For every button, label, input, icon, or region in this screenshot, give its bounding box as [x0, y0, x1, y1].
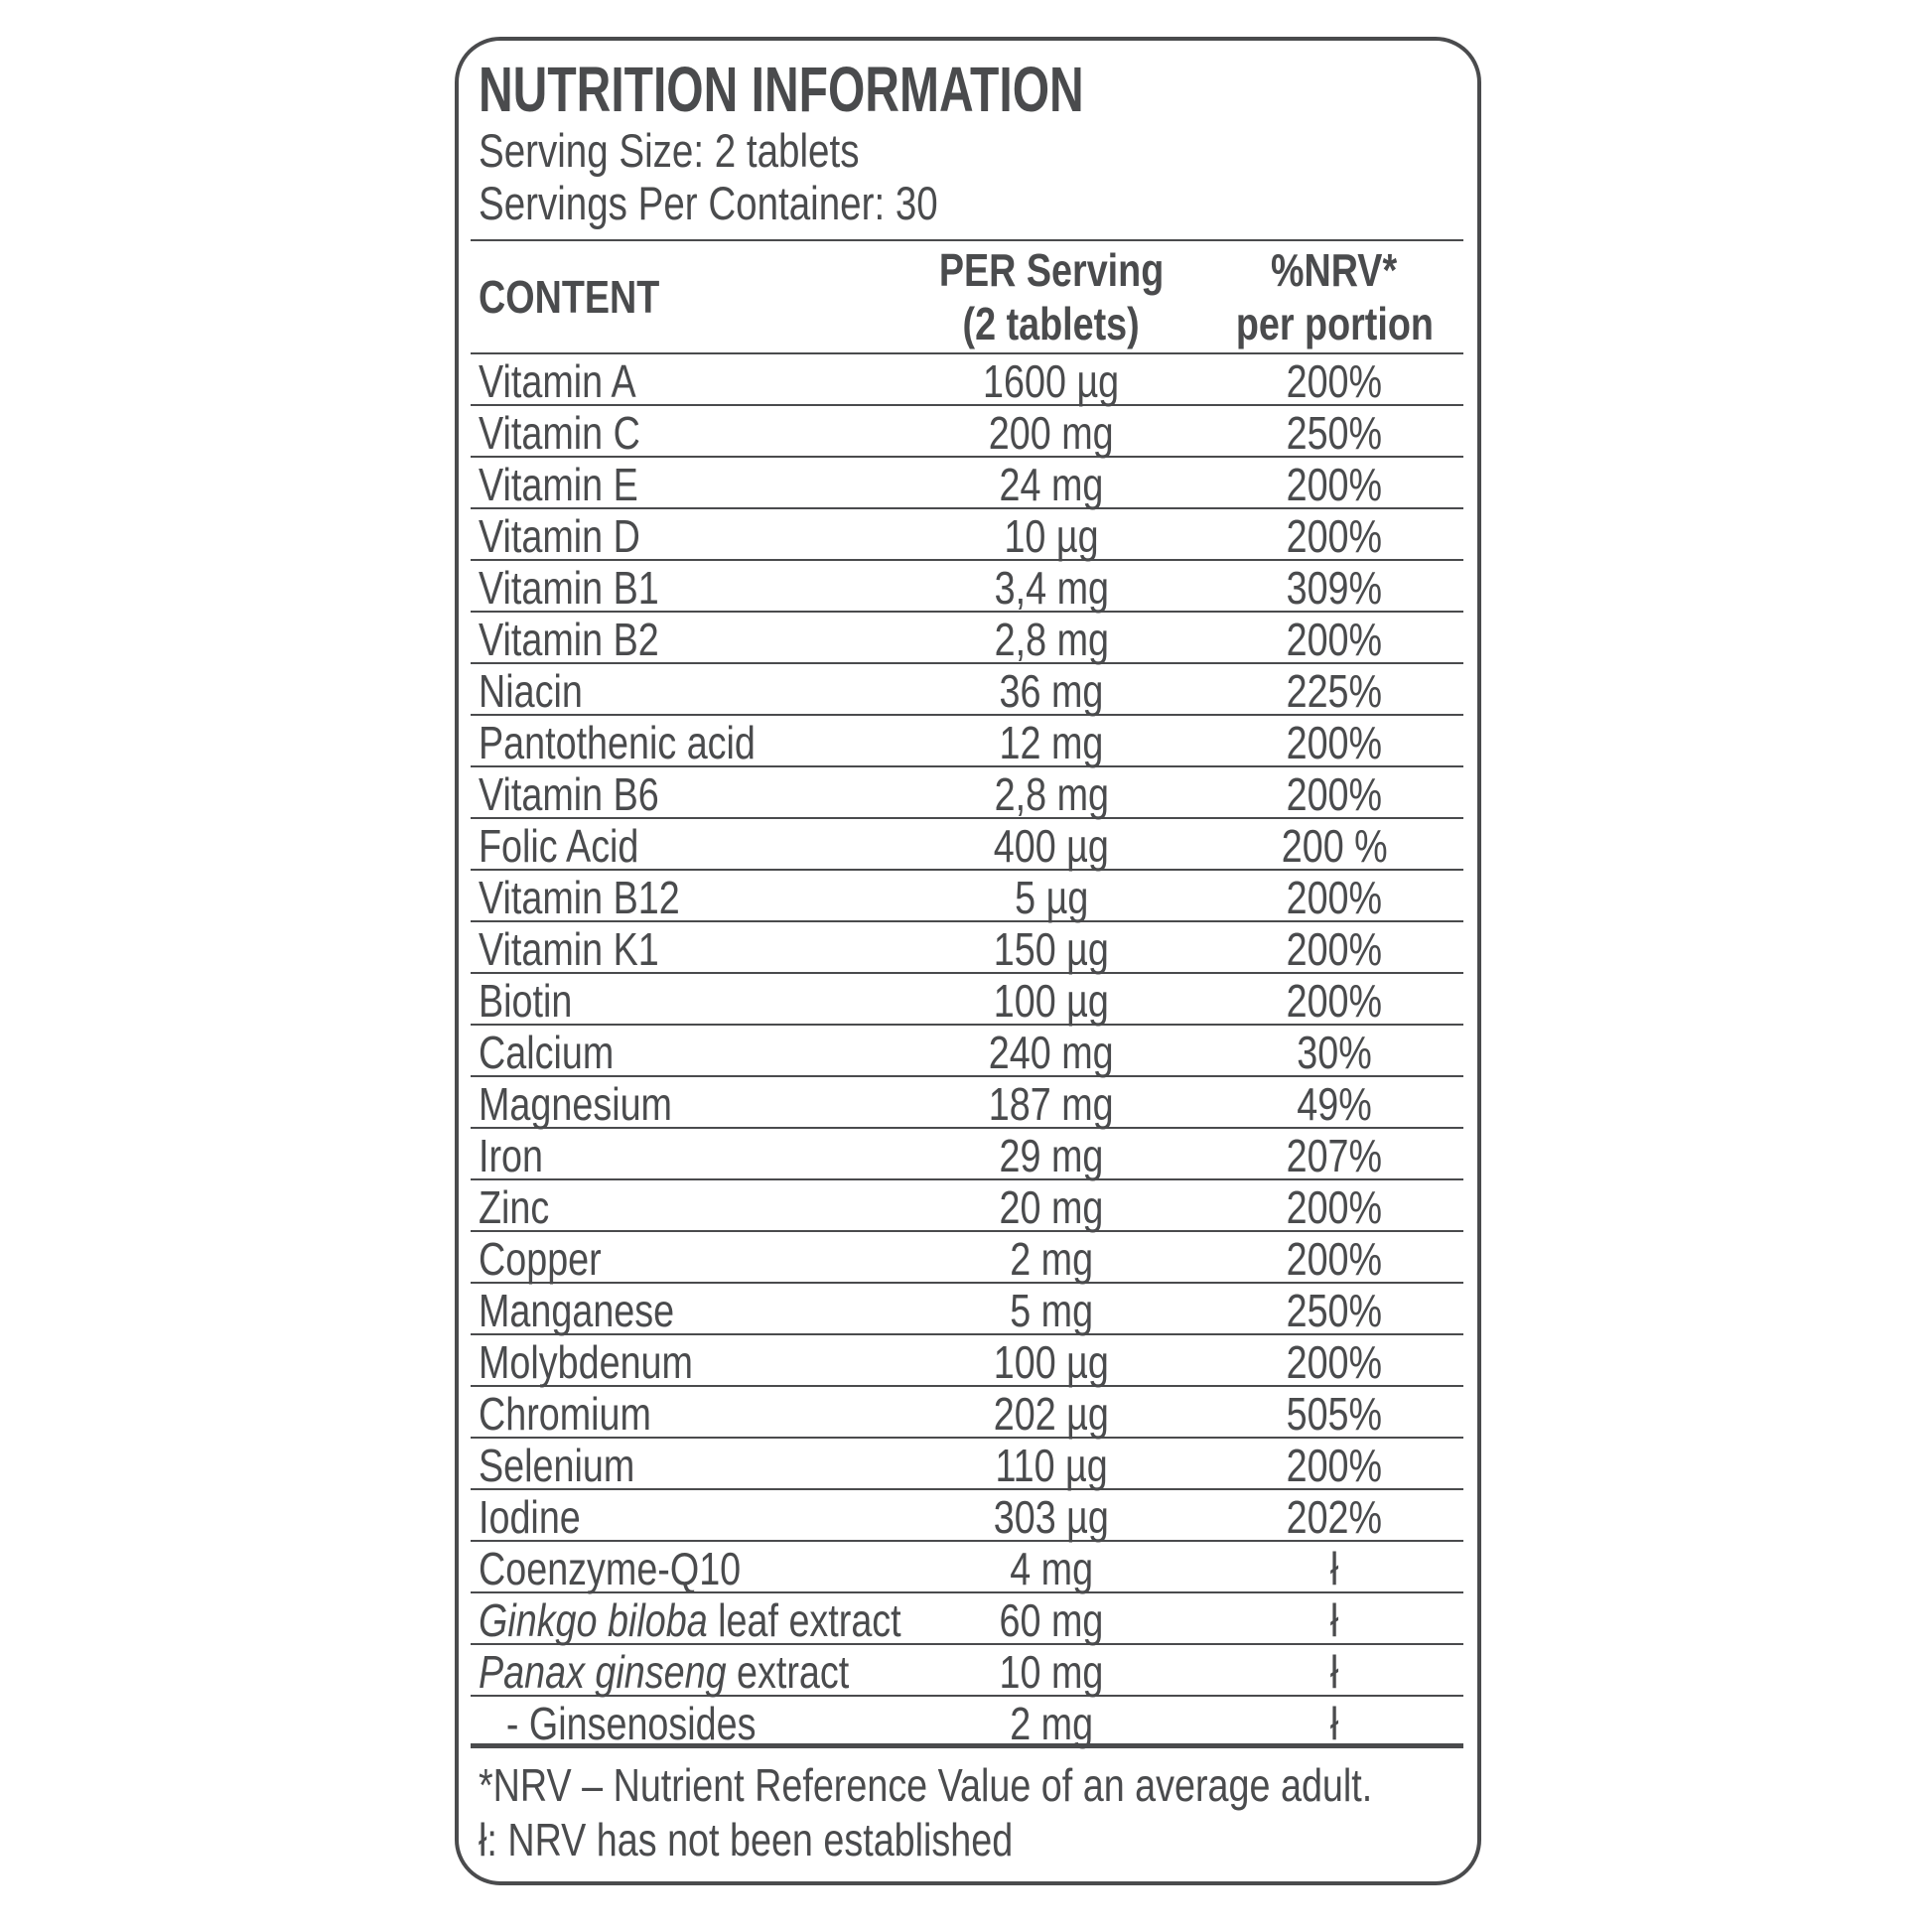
nutrition-label-title — [471, 55, 1463, 124]
nutrient-amount: 5 mg — [1010, 1285, 1093, 1336]
table-row — [471, 1593, 1463, 1645]
nutrient-nrv: 200% — [1286, 923, 1383, 975]
table-row — [471, 458, 1463, 509]
nutrient-name: Vitamin E — [479, 459, 638, 510]
nutrient-name: Vitamin B1 — [479, 562, 659, 614]
table-row — [471, 1232, 1463, 1284]
nutrient-name: Panax ginseng extract — [479, 1646, 850, 1698]
nutrient-name: Niacin — [479, 665, 583, 717]
nutrient-name: Calcium — [479, 1027, 615, 1078]
nutrient-amount: 10 µg — [1004, 510, 1099, 562]
table-row — [471, 1697, 1463, 1748]
table-row — [471, 1645, 1463, 1697]
nutrient-name: Copper — [479, 1233, 602, 1285]
table-row — [471, 1335, 1463, 1387]
nutrient-amount: 29 mg — [999, 1130, 1104, 1181]
nutrient-name: Chromium — [479, 1388, 651, 1440]
nutrient-nrv: ł — [1329, 1543, 1339, 1594]
nutrient-nrv: 200% — [1286, 614, 1383, 665]
nutrient-name: Zinc — [479, 1181, 550, 1233]
nutrient-nrv: 200% — [1286, 1233, 1383, 1285]
nutrient-nrv: ł — [1329, 1646, 1339, 1698]
table-row — [471, 767, 1463, 819]
footnote-block — [471, 1748, 1463, 1867]
nutrient-nrv: 250% — [1286, 1285, 1383, 1336]
nutrient-name: Iodine — [479, 1491, 581, 1543]
table-row — [471, 716, 1463, 767]
nutrient-amount: 202 µg — [993, 1388, 1110, 1440]
table-row — [471, 871, 1463, 922]
nutrient-nrv: 207% — [1286, 1130, 1383, 1181]
nutrient-name: Vitamin B6 — [479, 768, 659, 820]
nutrient-amount: 12 mg — [999, 717, 1104, 768]
nutrient-amount: 303 µg — [993, 1491, 1110, 1543]
table-row — [471, 1439, 1463, 1490]
nutrient-name: Iron — [479, 1130, 543, 1181]
table-row — [471, 1180, 1463, 1232]
nutrient-amount: 150 µg — [993, 923, 1110, 975]
footnote-nrv-definition: *NRV – Nutrient Reference Value of an average adult. — [479, 1759, 1373, 1811]
nutrient-amount: 1600 µg — [983, 355, 1120, 407]
nutrient-nrv: 200% — [1286, 872, 1383, 923]
table-row — [471, 1026, 1463, 1077]
nutrient-nrv: 200% — [1286, 1440, 1383, 1491]
table-row — [471, 1077, 1463, 1129]
table-row — [471, 561, 1463, 613]
column-header-nrv: %NRV* per portion — [1235, 244, 1434, 349]
table-row — [471, 1490, 1463, 1542]
nutrient-amount: 240 mg — [989, 1027, 1114, 1078]
nutrient-amount: 60 mg — [999, 1594, 1104, 1646]
table-row — [471, 406, 1463, 458]
nutrient-name: Vitamin K1 — [479, 923, 659, 975]
nutrient-name: Vitamin D — [479, 510, 640, 562]
nutrient-nrv: 49% — [1297, 1078, 1372, 1130]
nutrient-nrv: 200% — [1286, 1181, 1383, 1233]
nutrient-name: Manganese — [479, 1285, 675, 1336]
table-row — [471, 1542, 1463, 1593]
nutrient-amount: 36 mg — [999, 665, 1104, 717]
nutrient-name: Ginkgo biloba leaf extract — [479, 1594, 901, 1646]
nutrient-nrv: 200% — [1286, 459, 1383, 510]
nutrient-nrv: 30% — [1297, 1027, 1372, 1078]
nutrition-label-title-text: NUTRITION INFORMATION — [479, 54, 1084, 125]
nutrient-amount: 3,4 mg — [994, 562, 1109, 614]
column-header-content: CONTENT — [479, 271, 660, 323]
nutrient-nrv: 200% — [1286, 768, 1383, 820]
footnote-nrv-not-established: ł: NRV has not been established — [479, 1814, 1014, 1865]
nutrient-nrv: 200% — [1286, 1336, 1383, 1388]
table-column-headers — [471, 241, 1463, 354]
nutrient-nrv: ł — [1329, 1698, 1339, 1749]
nutrition-label — [455, 37, 1481, 1885]
nutrient-amount: 10 mg — [999, 1646, 1104, 1698]
nutrition-table-body — [471, 354, 1463, 1748]
nutrient-amount: 187 mg — [989, 1078, 1114, 1130]
nutrient-name: Pantothenic acid — [479, 717, 756, 768]
nutrient-name: Magnesium — [479, 1078, 672, 1130]
table-row — [471, 1387, 1463, 1439]
nutrient-amount: 2 mg — [1010, 1698, 1093, 1749]
nutrient-amount: 20 mg — [999, 1181, 1104, 1233]
nutrient-name: Coenzyme-Q10 — [479, 1543, 742, 1594]
column-header-per-serving: PER Serving (2 tablets) — [938, 244, 1165, 349]
table-row — [471, 819, 1463, 871]
nutrient-name: Selenium — [479, 1440, 635, 1491]
nutrient-nrv: 309% — [1286, 562, 1383, 614]
nutrient-nrv: 200% — [1286, 717, 1383, 768]
nutrient-amount: 5 µg — [1014, 872, 1089, 923]
nutrient-amount: 110 µg — [995, 1440, 1108, 1491]
nutrient-nrv: 200% — [1286, 975, 1383, 1027]
nutrient-name: Vitamin B2 — [479, 614, 659, 665]
nutrient-nrv: 250% — [1286, 407, 1383, 459]
nutrient-amount: 400 µg — [993, 820, 1110, 872]
nutrient-nrv: 200% — [1286, 510, 1383, 562]
nutrient-name: Vitamin C — [479, 407, 640, 459]
nutrient-amount: 100 µg — [993, 1336, 1110, 1388]
nutrient-name: Biotin — [479, 975, 573, 1027]
table-row — [471, 613, 1463, 664]
nutrient-amount: 2,8 mg — [994, 768, 1109, 820]
table-row — [471, 354, 1463, 406]
nutrient-nrv: 225% — [1286, 665, 1383, 717]
nutrient-nrv: 200 % — [1281, 820, 1388, 872]
table-row — [471, 1129, 1463, 1180]
nutrient-nrv: 505% — [1286, 1388, 1383, 1440]
nutrient-amount: 4 mg — [1010, 1543, 1093, 1594]
nutrient-nrv: 202% — [1286, 1491, 1383, 1543]
nutrient-amount: 2 mg — [1010, 1233, 1093, 1285]
table-row — [471, 922, 1463, 974]
nutrient-amount: 2,8 mg — [994, 614, 1109, 665]
servings-per-container-line: Servings Per Container: 30 — [479, 177, 938, 229]
nutrient-amount: 200 mg — [989, 407, 1114, 459]
serving-size-line: Serving Size: 2 tablets — [479, 124, 860, 177]
nutrient-name: - Ginsenosides — [505, 1698, 757, 1749]
nutrient-name: Folic Acid — [479, 820, 639, 872]
nutrient-name: Molybdenum — [479, 1336, 693, 1388]
nutrient-name: Vitamin B12 — [479, 872, 680, 923]
nutrient-name: Vitamin A — [479, 355, 636, 407]
nutrient-amount: 100 µg — [993, 975, 1110, 1027]
nutrient-nrv: 200% — [1286, 355, 1383, 407]
nutrient-amount: 24 mg — [999, 459, 1104, 510]
table-row — [471, 509, 1463, 561]
nutrient-nrv: ł — [1329, 1594, 1339, 1646]
table-row — [471, 1284, 1463, 1335]
table-row — [471, 974, 1463, 1026]
table-row — [471, 664, 1463, 716]
